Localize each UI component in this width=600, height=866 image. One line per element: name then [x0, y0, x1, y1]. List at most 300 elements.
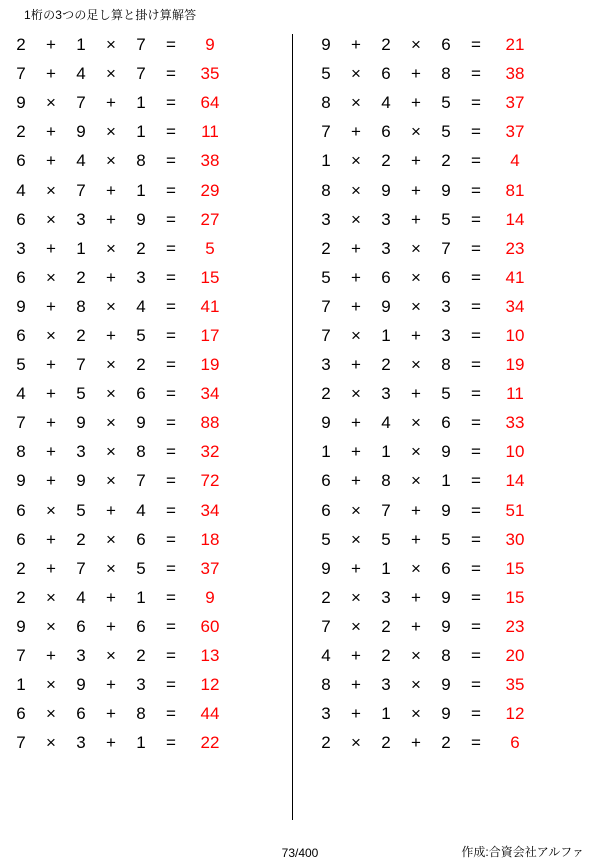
operand-third: 5	[441, 209, 451, 229]
operand-third: 9	[441, 704, 451, 724]
operand-second: 1	[76, 238, 86, 258]
operand-first: 6	[16, 267, 26, 287]
operand-third: 9	[441, 442, 451, 462]
operator-second: ×	[106, 558, 116, 578]
operand-second: 2	[76, 267, 86, 287]
operand-first: 8	[321, 675, 331, 695]
operand-second: 3	[76, 209, 86, 229]
operator-first: +	[351, 122, 361, 142]
equals-sign: =	[166, 646, 176, 666]
operand-third: 2	[136, 238, 146, 258]
operand-first: 6	[321, 471, 331, 491]
equals-sign: =	[166, 500, 176, 520]
operand-first: 2	[321, 238, 331, 258]
page-title: 1桁の3つの足し算と掛け算解答	[24, 8, 197, 22]
answer-value: 23	[505, 238, 525, 258]
operand-third: 7	[136, 35, 146, 55]
answer-value: 27	[200, 209, 220, 229]
operand-first: 1	[16, 675, 26, 695]
operand-third: 5	[136, 558, 146, 578]
operand-first: 9	[321, 558, 331, 578]
problem-row	[313, 350, 600, 379]
operand-third: 1	[136, 93, 146, 113]
answer-value: 20	[505, 646, 525, 666]
equals-sign: =	[471, 93, 481, 113]
operator-first: +	[46, 122, 56, 142]
problem-row	[313, 583, 600, 612]
operator-second: +	[411, 733, 421, 753]
equals-sign: =	[471, 325, 481, 345]
operator-first: +	[351, 413, 361, 433]
answer-value: 32	[200, 442, 220, 462]
operand-first: 6	[16, 209, 26, 229]
operand-first: 2	[16, 587, 26, 607]
operand-first: 2	[16, 35, 26, 55]
operator-second: ×	[106, 122, 116, 142]
operator-second: ×	[411, 267, 421, 287]
operator-first: ×	[351, 151, 361, 171]
equals-sign: =	[471, 471, 481, 491]
answer-value: 14	[505, 209, 525, 229]
operand-first: 2	[321, 587, 331, 607]
answer-value: 21	[505, 35, 525, 55]
operator-second: ×	[106, 296, 116, 316]
operator-second: +	[106, 93, 116, 113]
operator-first: ×	[351, 529, 361, 549]
operand-third: 8	[136, 151, 146, 171]
operand-third: 5	[441, 529, 451, 549]
equals-sign: =	[166, 122, 176, 142]
operand-first: 2	[16, 558, 26, 578]
operand-second: 6	[381, 64, 391, 84]
operand-second: 2	[76, 529, 86, 549]
operand-first: 2	[321, 733, 331, 753]
operand-second: 7	[76, 355, 86, 375]
problem-row	[313, 408, 600, 437]
problem-row	[8, 234, 295, 263]
answer-value: 9	[205, 35, 215, 55]
operator-second: +	[106, 267, 116, 287]
problem-row	[8, 350, 295, 379]
operator-second: ×	[106, 471, 116, 491]
operand-third: 2	[136, 646, 146, 666]
operator-second: ×	[106, 238, 116, 258]
operand-first: 9	[321, 35, 331, 55]
problem-row	[8, 59, 295, 88]
operator-first: +	[46, 471, 56, 491]
operator-second: +	[411, 93, 421, 113]
equals-sign: =	[166, 529, 176, 549]
operand-second: 9	[76, 122, 86, 142]
operator-first: ×	[46, 325, 56, 345]
operand-third: 6	[136, 616, 146, 636]
equals-sign: =	[166, 558, 176, 578]
operand-third: 6	[136, 529, 146, 549]
operand-second: 3	[76, 442, 86, 462]
equals-sign: =	[471, 413, 481, 433]
equals-sign: =	[166, 384, 176, 404]
problem-row	[8, 205, 295, 234]
operand-third: 6	[441, 558, 451, 578]
answer-value: 11	[201, 122, 219, 142]
equals-sign: =	[166, 209, 176, 229]
equals-sign: =	[471, 355, 481, 375]
answer-value: 44	[200, 704, 220, 724]
operand-third: 3	[441, 325, 451, 345]
equals-sign: =	[166, 675, 176, 695]
problem-row	[8, 554, 295, 583]
operand-first: 8	[321, 180, 331, 200]
operand-second: 2	[381, 35, 391, 55]
operator-first: ×	[351, 180, 361, 200]
operand-third: 6	[441, 35, 451, 55]
operand-second: 7	[76, 558, 86, 578]
equals-sign: =	[166, 413, 176, 433]
operand-second: 1	[381, 558, 391, 578]
equals-sign: =	[471, 180, 481, 200]
operand-first: 4	[321, 646, 331, 666]
operand-third: 7	[441, 238, 451, 258]
answer-value: 34	[200, 500, 220, 520]
operand-first: 3	[321, 704, 331, 724]
operand-first: 3	[321, 209, 331, 229]
operator-first: ×	[46, 209, 56, 229]
operand-first: 5	[321, 529, 331, 549]
problem-row	[8, 88, 295, 117]
operator-first: +	[46, 35, 56, 55]
operand-third: 5	[441, 122, 451, 142]
operand-third: 5	[136, 325, 146, 345]
answer-value: 33	[505, 413, 525, 433]
operand-first: 7	[321, 296, 331, 316]
equals-sign: =	[471, 151, 481, 171]
problem-row	[8, 408, 295, 437]
operator-first: ×	[46, 500, 56, 520]
problem-row	[313, 379, 600, 408]
equals-sign: =	[471, 64, 481, 84]
answer-value: 88	[200, 413, 220, 433]
operator-second: +	[106, 733, 116, 753]
answer-value: 38	[505, 64, 525, 84]
answer-value: 34	[200, 384, 220, 404]
operator-second: ×	[411, 675, 421, 695]
operand-second: 4	[381, 413, 391, 433]
answer-value: 15	[505, 558, 525, 578]
answer-value: 38	[200, 151, 220, 171]
operator-second: +	[106, 616, 116, 636]
operand-second: 5	[381, 529, 391, 549]
problem-row	[8, 525, 295, 554]
operator-first: ×	[46, 616, 56, 636]
equals-sign: =	[166, 180, 176, 200]
operand-first: 6	[16, 500, 26, 520]
operand-first: 2	[16, 122, 26, 142]
answer-value: 35	[505, 675, 525, 695]
operator-first: +	[351, 355, 361, 375]
operator-first: ×	[46, 587, 56, 607]
operator-first: +	[351, 704, 361, 724]
operator-second: +	[411, 500, 421, 520]
operand-second: 3	[76, 646, 86, 666]
operand-second: 9	[381, 180, 391, 200]
operand-third: 4	[136, 500, 146, 520]
operand-first: 8	[321, 93, 331, 113]
equals-sign: =	[471, 442, 481, 462]
answer-value: 10	[505, 325, 525, 345]
operand-first: 7	[16, 413, 26, 433]
operand-second: 4	[76, 151, 86, 171]
operand-second: 4	[76, 587, 86, 607]
problem-row	[313, 59, 600, 88]
equals-sign: =	[166, 267, 176, 287]
operator-second: +	[106, 704, 116, 724]
operand-first: 9	[16, 296, 26, 316]
operand-third: 6	[441, 267, 451, 287]
operator-second: ×	[106, 413, 116, 433]
operator-first: ×	[351, 209, 361, 229]
operator-first: +	[46, 238, 56, 258]
answer-value: 22	[200, 733, 220, 753]
operator-second: +	[411, 529, 421, 549]
operator-second: ×	[106, 442, 116, 462]
operand-first: 6	[321, 500, 331, 520]
operand-third: 8	[441, 64, 451, 84]
equals-sign: =	[471, 646, 481, 666]
operand-third: 3	[136, 267, 146, 287]
operator-first: ×	[351, 616, 361, 636]
answer-value: 64	[200, 93, 220, 113]
operator-second: ×	[411, 238, 421, 258]
operator-first: ×	[46, 93, 56, 113]
operand-third: 7	[136, 471, 146, 491]
operand-first: 8	[16, 442, 26, 462]
operator-second: ×	[106, 151, 116, 171]
operator-second: ×	[106, 529, 116, 549]
operator-first: ×	[46, 180, 56, 200]
equals-sign: =	[471, 587, 481, 607]
operand-second: 7	[381, 500, 391, 520]
operator-first: +	[351, 35, 361, 55]
answer-value: 19	[200, 355, 220, 375]
operand-third: 6	[136, 384, 146, 404]
problem-row	[313, 263, 600, 292]
problem-row	[313, 466, 600, 495]
operand-third: 7	[136, 64, 146, 84]
operand-second: 3	[381, 384, 391, 404]
operator-first: +	[46, 151, 56, 171]
operator-second: +	[106, 500, 116, 520]
operand-second: 2	[381, 355, 391, 375]
operator-second: +	[411, 209, 421, 229]
problem-row	[313, 205, 600, 234]
problem-row	[8, 612, 295, 641]
equals-sign: =	[471, 529, 481, 549]
equals-sign: =	[471, 733, 481, 753]
operator-second: +	[411, 384, 421, 404]
problem-row	[313, 175, 600, 204]
operator-second: +	[106, 209, 116, 229]
operator-first: +	[351, 442, 361, 462]
answer-value: 41	[505, 267, 525, 287]
operand-second: 6	[381, 122, 391, 142]
operand-third: 1	[136, 180, 146, 200]
answer-value: 23	[505, 616, 525, 636]
operator-first: +	[351, 267, 361, 287]
operand-third: 5	[441, 93, 451, 113]
answer-value: 12	[505, 704, 525, 724]
operand-third: 9	[441, 616, 451, 636]
problem-row	[313, 728, 600, 757]
operand-first: 7	[321, 122, 331, 142]
operator-first: +	[46, 558, 56, 578]
operator-first: ×	[46, 704, 56, 724]
equals-sign: =	[166, 296, 176, 316]
equals-sign: =	[471, 267, 481, 287]
answer-value: 6	[510, 733, 520, 753]
operand-third: 1	[136, 587, 146, 607]
equals-sign: =	[471, 704, 481, 724]
operand-first: 5	[16, 355, 26, 375]
operator-second: +	[106, 587, 116, 607]
operand-third: 9	[441, 500, 451, 520]
problem-row	[8, 263, 295, 292]
page-number: 73/400	[281, 846, 319, 860]
operator-second: ×	[411, 471, 421, 491]
problem-row	[313, 292, 600, 321]
equals-sign: =	[166, 471, 176, 491]
credit-text: 作成:合資会社アルファ	[461, 845, 584, 859]
operand-second: 6	[76, 616, 86, 636]
operand-second: 4	[76, 64, 86, 84]
operator-first: ×	[351, 587, 361, 607]
operator-second: ×	[411, 704, 421, 724]
operand-first: 9	[321, 413, 331, 433]
operand-second: 6	[381, 267, 391, 287]
operator-second: +	[411, 325, 421, 345]
problem-row	[8, 466, 295, 495]
problem-row	[313, 525, 600, 554]
operand-third: 1	[441, 471, 451, 491]
operand-third: 4	[136, 296, 146, 316]
answer-value: 18	[200, 529, 220, 549]
operand-first: 6	[16, 151, 26, 171]
operand-first: 4	[16, 180, 26, 200]
operand-third: 9	[136, 413, 146, 433]
problem-row	[8, 437, 295, 466]
operator-second: ×	[411, 646, 421, 666]
problem-row	[313, 30, 600, 59]
operator-first: ×	[351, 500, 361, 520]
operand-first: 4	[16, 384, 26, 404]
answer-value: 9	[205, 587, 215, 607]
operator-first: ×	[46, 675, 56, 695]
answer-value: 4	[510, 151, 520, 171]
operand-first: 9	[16, 471, 26, 491]
answer-value: 11	[506, 384, 524, 404]
operand-third: 3	[136, 675, 146, 695]
equals-sign: =	[166, 151, 176, 171]
operator-first: +	[351, 646, 361, 666]
answer-value: 37	[200, 558, 220, 578]
answer-value: 5	[205, 238, 215, 258]
operand-third: 8	[136, 704, 146, 724]
operand-second: 2	[381, 151, 391, 171]
operand-first: 6	[16, 704, 26, 724]
operator-first: ×	[351, 733, 361, 753]
answer-value: 19	[505, 355, 525, 375]
problem-row	[313, 88, 600, 117]
operator-first: +	[46, 384, 56, 404]
operator-first: ×	[351, 64, 361, 84]
operand-first: 5	[321, 64, 331, 84]
operand-first: 6	[16, 529, 26, 549]
answer-value: 34	[505, 296, 525, 316]
operator-second: ×	[411, 122, 421, 142]
operand-second: 2	[381, 616, 391, 636]
operator-second: +	[411, 64, 421, 84]
operator-second: ×	[411, 296, 421, 316]
operand-third: 1	[136, 122, 146, 142]
problem-row	[8, 496, 295, 525]
operand-first: 1	[321, 442, 331, 462]
problem-row	[8, 117, 295, 146]
operand-second: 9	[381, 296, 391, 316]
operand-first: 9	[16, 616, 26, 636]
answer-value: 13	[200, 646, 220, 666]
operator-first: +	[351, 675, 361, 695]
operator-first: +	[46, 646, 56, 666]
operand-second: 1	[76, 35, 86, 55]
operand-first: 3	[321, 355, 331, 375]
operand-second: 3	[381, 675, 391, 695]
right-column	[295, 30, 600, 757]
equals-sign: =	[166, 325, 176, 345]
problem-row	[313, 699, 600, 728]
operator-first: ×	[351, 325, 361, 345]
problem-row	[8, 728, 295, 757]
problem-row	[8, 146, 295, 175]
operand-third: 2	[441, 151, 451, 171]
operator-first: +	[351, 296, 361, 316]
equals-sign: =	[166, 704, 176, 724]
operator-second: +	[106, 180, 116, 200]
problem-row	[313, 146, 600, 175]
operand-first: 2	[321, 384, 331, 404]
operand-first: 7	[321, 325, 331, 345]
problem-row	[313, 117, 600, 146]
problem-row	[8, 583, 295, 612]
equals-sign: =	[471, 296, 481, 316]
equals-sign: =	[471, 616, 481, 636]
equals-sign: =	[471, 209, 481, 229]
equals-sign: =	[471, 35, 481, 55]
answer-value: 35	[200, 64, 220, 84]
operator-second: +	[106, 675, 116, 695]
operand-third: 9	[441, 675, 451, 695]
problem-columns	[0, 30, 600, 757]
left-column	[0, 30, 295, 757]
problem-row	[8, 379, 295, 408]
operand-first: 7	[16, 64, 26, 84]
equals-sign: =	[166, 64, 176, 84]
operator-first: +	[46, 529, 56, 549]
operator-second: +	[411, 151, 421, 171]
equals-sign: =	[471, 384, 481, 404]
operand-second: 1	[381, 325, 391, 345]
operand-third: 8	[441, 646, 451, 666]
operand-second: 9	[76, 471, 86, 491]
operator-first: ×	[351, 93, 361, 113]
